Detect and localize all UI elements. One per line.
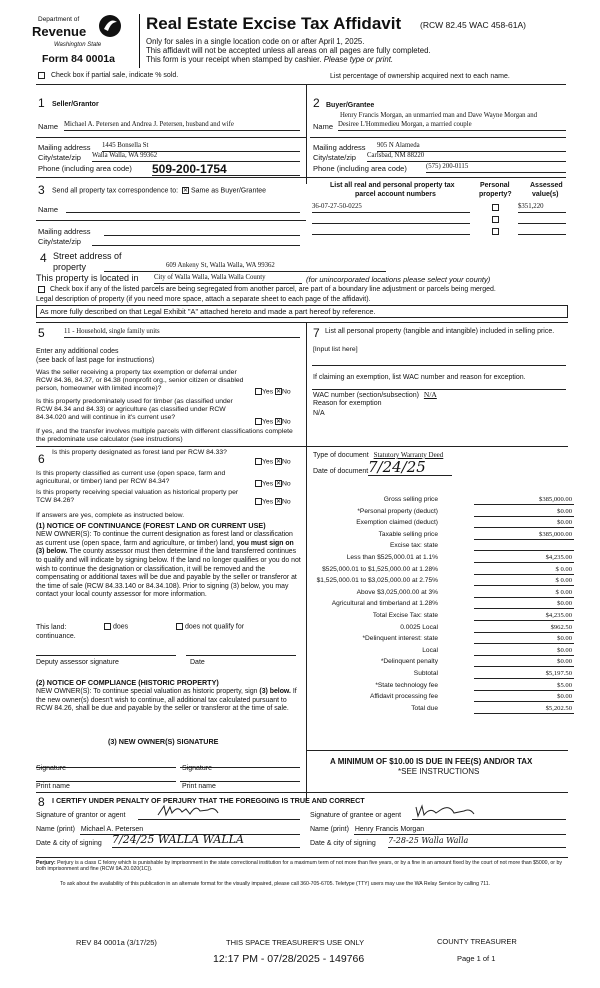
partial-sale-checkbox[interactable] [38,72,45,79]
calc-row [310,519,574,530]
doc-date-label: Date of document [313,468,369,475]
personal-property-checkbox-1[interactable] [492,204,499,211]
calc-value[interactable]: $385,000.00 [474,531,574,540]
calc-label: Total due [411,704,438,712]
q-timber-yes-checkbox[interactable] [255,418,262,425]
calc-row [310,589,574,600]
no-label: No [281,498,291,506]
partial-sale-label: Check box if partial sale, indicate % sold. [50,72,179,80]
notice-1-body-b: The county assessor must then determine if the land transferred continues to qualify and will indicate by signing below. If the land no longer qualifies or you do not wish to continue the designation or classification, it will be removed and the compensating or additional taxes will be due and payable by the seller or transferor at the time of sale (RCW 84.33.140 or 84.34.108). Prior to signing (3) below, you may contact your local county assessor for more information. [36,548,301,599]
yes-label: Yes [262,480,274,488]
sig-grantor-label: Signature of grantor or agent [36,812,126,819]
no-label: No [281,480,291,488]
seller-phone-label: Phone (including area code) [38,164,132,173]
yes-label: Yes [262,498,274,506]
q-exemption-yes-checkbox[interactable] [255,388,262,395]
seller-name-label: Name [38,122,59,131]
section-3-mail-label: Mailing address [38,227,91,236]
yes-label: Yes [262,388,274,396]
deputy-date-field[interactable] [186,646,296,656]
treasurer-space: THIS SPACE TREASURER'S USE ONLY [226,938,365,947]
calc-value[interactable]: $4,235.00 [474,612,574,621]
seller-name-field[interactable]: Michael A. Petersen and Andrea J. Petersen, husband and wife [64,121,300,131]
perjury-label: Perjury: [36,860,56,866]
section-3-rule [36,220,306,221]
section-5-number: 5 [38,326,45,340]
calc-label: $525,000.01 to $1,525,000.00 at 1.28% [322,565,438,573]
calc-row [310,542,574,553]
certify-text: I CERTIFY UNDER PENALTY OF PERJURY THAT THE FOREGOING IS TRUE AND CORRECT [52,796,365,805]
calc-label: *Delinquent interest: state [362,635,438,643]
q-exemption-no-checkbox[interactable]: ✕ [275,389,282,395]
seller-number: 1 [38,96,45,110]
additional-codes-label: Enter any additional codes [36,348,119,355]
calc-row [310,682,574,693]
buyer-rule [310,137,566,138]
date-city-grantor-field[interactable]: 7/24/25 WALLA WALLA [112,833,300,848]
segregated-checkbox[interactable] [38,286,45,293]
partial-sale-row [38,72,178,81]
print-name-label-1: Print name [36,783,70,790]
segregated-label: Check box if any of the listed parcels are being segregated from another parcel, are part of a boundary line adjustment or parcels being merged. [49,286,496,294]
deputy-date-label: Date [190,659,205,666]
does-not-checkbox[interactable] [176,623,183,630]
section-4-number: 4 [40,251,47,265]
calc-value[interactable]: $385,000.00 [474,496,574,505]
q-current-use-no-checkbox[interactable]: ✕ [275,481,282,487]
q-current-use: Is this property classified as current use (open space, farm and agricultural, or timber) land per RCW 84.34? [36,470,226,486]
notice-1-body [36,531,302,600]
q-forest-yesno [255,458,291,466]
doc-date-field[interactable]: 7/24/25 [368,458,452,476]
seller-mail-field[interactable]: 1445 Bonsella St [102,142,300,152]
header-line-3-italic: Please type or print. [323,55,394,64]
calc-row [310,658,574,669]
personal-heading-2: property? [479,191,512,198]
yes-label: Yes [262,418,274,426]
calc-label: Subtotal [413,670,438,677]
revenue-swoosh-icon [98,14,122,38]
calc-label: *State technology fee [375,681,438,689]
see-instructions: *SEE INSTRUCTIONS [398,767,480,776]
does-checkbox[interactable] [104,623,111,630]
notice-2-body-a: NEW OWNER(S): To continue special valuation as historic property, sign [36,688,258,695]
form-title: Real Estate Excise Tax Affidavit [146,14,402,33]
section-3-name-field[interactable] [66,203,300,213]
q-timber-no-checkbox[interactable]: ✕ [275,419,282,425]
calc-row [310,635,574,646]
section-7-text: List all personal property (tangible and intangible) included in selling price. [325,328,555,335]
sig-grantee-label: Signature of grantee or agent [310,812,402,819]
notice-2-body-b: If the new owner(s) doesn't wish to continue, all additional tax calculated pursuant to RCW 84.26, shall be due and payable by the seller or transferor at the time of sale. [36,688,297,713]
section-7-rule [306,446,568,447]
calc-row [310,577,574,588]
section-6-top-rule [36,446,306,447]
grantor-signature-icon [156,803,236,819]
perjury-body: Perjury is a class C felony which is punishable by imprisonment in the state correctional institution for a maximum term of not more than five years, or by a fine in an amount fixed by the court of not more than $5000, or by both imprisonment and fine (RCW 9A.20.020(1C)). [36,860,562,873]
personal-property-checkbox-3[interactable] [492,228,499,235]
rev-number: REV 84 0001a (3/17/25) [76,938,157,947]
personal-property-line [312,358,566,366]
parcel-number-field[interactable]: 36-07-27-50-0225 [312,203,470,213]
calc-label: Taxable selling price [378,530,438,538]
buyer-name-label: Name [313,122,334,131]
calc-row [310,554,574,565]
date-city-grantor-label: Date & city of signing [36,840,102,847]
q-exemption-yesno [255,388,291,396]
calc-row [310,624,574,635]
exemption-label: If claiming an exemption, list WAC number and reason for exception. [313,374,526,381]
print-name-label-2: Print name [182,783,216,790]
ownership-note: List percentage of ownership acquired next to each name. [330,73,510,80]
seller-city-field[interactable]: Walla Walla, WA 99362 [92,152,300,162]
signature-label-1: Signature [36,765,66,772]
calc-row [310,705,574,716]
calc-value[interactable]: $0.00 [474,635,574,644]
personal-property-input[interactable]: [Input list here] [313,346,358,353]
notice-2-body [36,688,302,714]
additional-codes-note: (see back of last page for instructions) [36,357,155,364]
buyer-mail-label: Mailing address [313,143,366,152]
same-as-buyer-label: Same as Buyer/Grantee [190,187,267,195]
parcel-number-field-3[interactable] [312,225,470,235]
parcels-heading-1: List all real and personal property tax [330,182,455,189]
does-not-label: does not qualify for [184,623,245,631]
located-field[interactable]: City of Walla Walla, Walla Walla County [154,274,302,284]
sections-12-divider [306,84,307,184]
calc-value[interactable]: $ 0.00 [474,577,574,586]
grantee-signature-icon [414,803,484,819]
seller-rule [36,137,306,138]
wac-row [313,390,437,400]
calc-row [310,531,574,542]
date-city-grantee-field[interactable]: 7-28-25 Walla Walla [388,836,566,848]
minimum-note: A MINIMUM OF $10.00 IS DUE IN FEE(S) AND/OR TAX [330,757,533,766]
q-exemption: Was the seller receiving a property tax exemption or deferral under RCW 84.36, 84.37, or 84.38 (nonprofit org., senior citizen or disabled person, homeowner with limited income)? [36,369,244,393]
yes-label: Yes [262,458,274,466]
treasurer-stamp: 12:17 PM - 07/28/2025 - 149766 [213,953,365,965]
calc-label: Less than $525,000.01 at 1.1% [346,554,438,561]
doc-type-label: Type of document [313,452,369,459]
calc-label: Agricultural and timberland at 1.28% [331,600,438,608]
assessed-value-field-2[interactable] [518,214,566,224]
section-3-name-label: Name [38,205,59,214]
does-option [104,623,128,632]
legal-label: Legal description of property (if you need more space, attach a separate sheet to each page of the affidavit). [36,296,371,303]
section-3-city-label: City/state/zip [38,237,81,246]
form-number: Form 84 0001a [42,53,115,65]
section-3-row [52,187,266,196]
signature-label-2: Signature [182,765,212,772]
q-current-use-yesno [255,480,291,488]
sig-grantor-field[interactable] [138,806,300,820]
legal-description-box[interactable]: As more fully described on that Legal Exhibit "A" attached hereto and made a part hereof by reference. [36,305,568,318]
name-grantee-field[interactable]: Henry Francis Morgan [354,826,425,833]
no-label: No [281,418,291,426]
buyer-city-label: City/state/zip [313,153,356,162]
located-note: (for unincorporated locations please select your county) [306,275,491,284]
buyer-phone-label: Phone (including area code) [313,164,407,173]
buyer-name-line-1: Henry Francis Morgan, an unmarried man and Dave Wayne Morgan and [340,112,538,119]
section-7-number: 7 [313,326,320,340]
notice-3-title: (3) NEW OWNER(S) SIGNATURE [108,737,219,746]
reason-label: Reason for exemption [313,400,382,407]
doc-type-field[interactable]: Statutory Warranty Deed [373,451,444,459]
header-rule [36,84,566,85]
calc-value[interactable]: $5,202.50 [474,705,574,714]
reason-field[interactable]: N/A [313,410,325,417]
calc-value[interactable]: $5,197.50 [474,670,574,679]
calc-row [310,566,574,577]
calc-value[interactable]: $0.00 [474,693,574,702]
section-3-number: 3 [38,183,45,197]
street-label: Street address of [53,251,122,261]
continuance-label: continuance. [36,633,76,640]
buyer-mail-field[interactable]: 905 N Alameda [377,142,566,152]
seller-city-label: City/state/zip [38,153,81,162]
calc-value[interactable]: $0.00 [474,600,574,609]
section-3-mail-field[interactable] [104,226,300,236]
q-forest-no-checkbox[interactable]: ✕ [275,459,282,465]
sig-grantee-field[interactable] [412,806,566,820]
calc-label: Excise tax: state [389,542,438,550]
assessed-heading-2: value(s) [532,191,559,198]
calc-value[interactable]: $962.50 [474,624,574,633]
section-5-top-rule [36,322,568,323]
calc-label: 0.0025 Local [400,623,438,631]
calc-label: Local [422,646,438,654]
q-timber: Is this property predominately used for timber (as classified under RCW 84.34 and 84.33) or agriculture (as classified under RCW 84.34.020 and will continue in it's current use? [36,398,233,422]
if-yes-note: If answers are yes, complete as instructed below. [36,512,185,519]
buyer-name-field[interactable]: Desiree L'Hommedieu Morgan, a married couple [338,121,566,131]
notice-2-bold: (3) below. [259,688,291,695]
personal-property-checkbox-2[interactable] [492,216,499,223]
perjury-rule [36,857,568,858]
calc-value[interactable]: $0.00 [474,508,574,517]
seller-heading: Seller/Grantor [52,101,99,108]
notice-1-title: (1) NOTICE OF CONTINUANCE (FOREST LAND OR CURRENT USE) [36,521,266,530]
logo-name: Revenue [32,24,87,39]
notice-1-bold: you must sign on (3) below. [36,539,294,556]
seller-mail-label: Mailing address [38,143,91,152]
q-historic-yesno [255,498,291,506]
revenue-logo [24,14,134,68]
calc-row [310,670,574,681]
does-not-option [176,623,244,632]
new-owner-print-field-1[interactable] [36,772,176,782]
this-land-label: This land: [36,624,67,631]
segregated-row [38,286,568,295]
calc-row [310,647,574,658]
q-multiple-parcels: If yes, and the transfer involves multiple parcels with different classifications complete the predominate use calculator (see instructions) [36,428,293,444]
calc-value[interactable]: $4,235.00 [474,554,574,563]
deputy-signature-label: Deputy assessor signature [36,659,119,666]
calc-value[interactable]: $0.00 [474,658,574,667]
calc-value[interactable]: $ 0.00 [474,589,574,598]
buyer-city-field[interactable]: Carlsbad, NM 88220 [367,152,566,162]
calc-label: Gross selling price [383,496,438,503]
parcel-number-field-2[interactable] [312,214,470,224]
section-8-rule [36,792,568,793]
date-city-grantee-label: Date & city of signing [310,840,376,847]
form-rcw: (RCW 82.45 WAC 458-61A) [420,20,526,30]
header-divider [139,14,140,68]
section-3-text: Send all property tax correspondence to: [52,187,179,195]
assessed-heading-1: Assessed [530,182,563,189]
calc-value[interactable]: $5.00 [474,682,574,691]
logo-dept: Department of [38,16,80,23]
name-grantee-line [354,825,566,835]
assessed-value-field[interactable]: $351,220 [518,203,566,213]
buyer-number: 2 [313,96,320,110]
alt-format-text: To ask about the availability of this publication in an alternate format for the visually impaired, please call 360-705-6705. Teletype (TTY) users may use the WA Relay Service by calling 711. [60,881,491,887]
header-line-2: This affidavit will not be accepted unless all areas on all pages are fully completed. [146,46,431,55]
no-label: No [281,388,291,396]
calc-row [310,600,574,611]
name-grantor-field[interactable]: Michael A. Petersen [80,826,144,833]
q-historic-no-checkbox[interactable]: ✕ [275,499,282,505]
section-8-top-rule [306,750,568,751]
same-as-buyer-checkbox[interactable]: ✕ [183,188,189,194]
calc-value[interactable]: $ 0.00 [474,566,574,575]
calc-label: Total Excise Tax: state [372,612,438,619]
assessed-value-field-3[interactable] [518,225,566,235]
buyer-phone-field[interactable]: (575) 200-0115 [426,163,566,173]
calc-row [310,693,574,704]
does-label: does [112,623,129,631]
located-label: This property is located in [36,273,139,283]
wac-field[interactable]: N/A [423,390,437,399]
center-divider [306,322,307,800]
calc-value[interactable] [474,542,574,551]
calc-value[interactable]: $0.00 [474,519,574,528]
no-label: No [281,458,291,466]
calc-row [310,508,574,519]
seller-phone-field[interactable]: 509-200-1754 [152,162,300,176]
name-grantee-label: Name (print) [310,826,349,833]
section-6-number: 6 [38,452,45,466]
section-3-city-field[interactable] [92,236,300,246]
section-8-number: 8 [38,795,45,809]
header-line-3-text: This form is your receipt when stamped by cashier. [146,55,322,64]
q-timber-yesno [255,418,291,426]
calc-row [310,496,574,507]
deputy-signature-field[interactable] [36,646,176,656]
notice-2-title: (2) NOTICE OF COMPLIANCE (HISTORIC PROPERTY) [36,678,219,687]
page-number: Page 1 of 1 [457,954,496,963]
q-forest-yes-checkbox[interactable] [255,458,262,465]
name-grantor-label: Name (print) [36,826,75,833]
q-forest-land: Is this property designated as forest land per RCW 84.33? [52,449,227,456]
county-treasurer: COUNTY TREASURER [437,937,517,946]
calc-value[interactable]: $0.00 [474,647,574,656]
logo-state: Washington State [54,42,102,48]
calc-label: *Personal property (deduct) [357,507,438,515]
calc-row [310,612,574,623]
notice-1-body-a: NEW OWNER(S): To continue the current designation as forest land or classification as current use (open space, farm and agriculture, or timber) land, [36,531,293,547]
section-1-2-rule [36,177,566,178]
buyer-heading: Buyer/Grantee [326,102,375,109]
calc-label: *Delinquent penalty [380,658,438,666]
personal-heading-1: Personal [480,182,510,189]
q-historic-yes-checkbox[interactable] [255,498,262,505]
header-line-1: Only for sales in a single location code on or after April 1, 2025. [146,37,365,46]
header-line-3 [146,55,393,64]
calc-label: $1,525,000.01 to $3,025,000.00 at 2.75% [316,577,438,585]
parcels-heading-2: parcel account numbers [355,191,436,198]
property-label: property [53,262,87,272]
calc-label: Affidavit processing fee [369,693,438,701]
wac-label: WAC number (section/subsection) [313,392,419,399]
new-owner-print-field-2[interactable] [180,772,300,782]
calc-label: Above $3,025,000.00 at 3% [356,588,438,596]
q-current-use-yes-checkbox[interactable] [255,480,262,487]
perjury-text [36,860,568,872]
use-code-field[interactable]: 11 - Household, single family units [64,328,300,338]
street-address-field[interactable]: 609 Ankeny St, Walla Walla, WA 99362 [104,262,386,272]
calc-label: Exemption claimed (deduct) [356,519,438,527]
q-historic: Is this property receiving special valuation as historical property per TCW 84.26? [36,489,239,505]
